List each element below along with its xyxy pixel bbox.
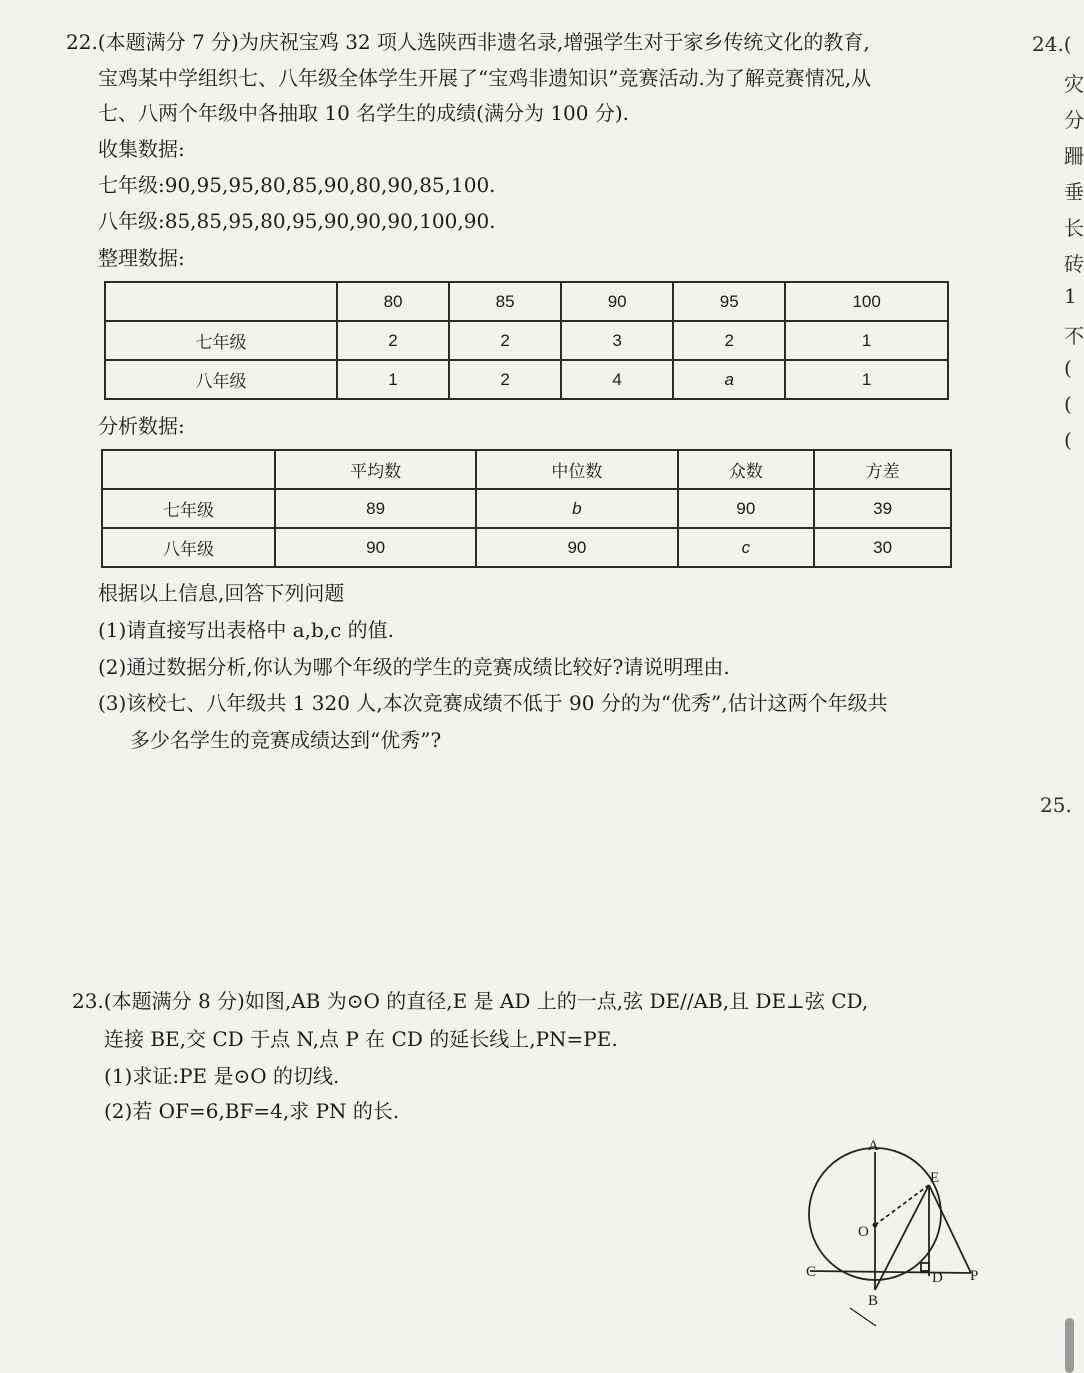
- answer-intro: 根据以上信息,回答下列问题: [98, 581, 345, 605]
- table-cell: 3: [561, 321, 673, 360]
- q24-number: 24.(: [1032, 32, 1072, 56]
- table-header-cell: 平均数: [275, 450, 476, 489]
- table-cell: b: [476, 489, 677, 528]
- q22-part-1: (1)请直接写出表格中 a,b,c 的值.: [98, 618, 395, 642]
- table-header-cell: 95: [673, 282, 785, 321]
- q25-number: 25.: [1040, 793, 1072, 817]
- edge-fragment: (: [1064, 428, 1072, 452]
- frequency-table: [104, 281, 949, 400]
- collect-data-heading: 收集数据:: [98, 137, 185, 161]
- table-header-cell: 85: [449, 282, 561, 321]
- segment-oe: [875, 1185, 929, 1225]
- table-header-cell: [102, 450, 275, 489]
- table-header-cell: 90: [561, 282, 673, 321]
- table-header-cell: 100: [785, 282, 948, 321]
- table-row: [102, 528, 951, 567]
- table-header-cell: [105, 282, 337, 321]
- table-cell: 89: [275, 489, 476, 528]
- table-cell: 90: [476, 528, 677, 567]
- table-cell: 2: [673, 321, 785, 360]
- table-cell: 90: [678, 489, 815, 528]
- table-cell: 90: [275, 528, 476, 567]
- table-cell: 4: [561, 360, 673, 399]
- q22-part-2: (2)通过数据分析,你认为哪个年级的学生的竞赛成绩比较好?请说明理由.: [98, 655, 730, 679]
- table-cell: 1: [785, 360, 948, 399]
- chord-cd: [810, 1271, 971, 1273]
- label-c: C: [806, 1264, 817, 1280]
- table-cell: 1: [785, 321, 948, 360]
- label-b: B: [868, 1293, 879, 1309]
- q22-part-3: (3)该校七、八年级共 1 320 人,本次竞赛成绩不低于 90 分的为“优秀”,估计这两个年级共: [98, 691, 888, 715]
- q23-part-2: (2)若 OF=6,BF=4,求 PN 的长.: [104, 1099, 400, 1123]
- table-header-cell: 中位数: [476, 450, 677, 489]
- q22-line-2: 宝鸡某中学组织七、八年级全体学生开展了“宝鸡非遗知识”竞赛活动.为了解竞赛情况,从: [98, 66, 872, 90]
- table-header-cell: 众数: [678, 450, 815, 489]
- circle-geometry-figure: [790, 1130, 1000, 1330]
- edge-fragment: 1: [1064, 284, 1077, 308]
- grade8-scores: 八年级:85,85,95,80,95,90,90,90,100,90.: [98, 209, 496, 233]
- table-header-cell: 80: [337, 282, 449, 321]
- organize-data-heading: 整理数据:: [98, 246, 185, 270]
- table-cell: 2: [337, 321, 449, 360]
- edge-fragment: 砖: [1064, 252, 1084, 276]
- table-row: [105, 360, 948, 399]
- row-label: 八年级: [105, 360, 337, 399]
- statistics-table: [101, 449, 952, 568]
- edge-fragment: 分: [1064, 108, 1084, 132]
- label-d: D: [932, 1270, 943, 1286]
- scrollbar-thumb[interactable]: [1065, 1318, 1074, 1373]
- table-cell: 2: [449, 321, 561, 360]
- row-label: 七年级: [105, 321, 337, 360]
- edge-fragment: 跚: [1064, 144, 1084, 168]
- edge-fragment: 不: [1064, 324, 1084, 348]
- edge-fragment: 垂: [1064, 180, 1084, 204]
- table-header-cell: 方差: [814, 450, 951, 489]
- table-cell: c: [678, 528, 815, 567]
- table-cell: 2: [449, 360, 561, 399]
- grade7-scores: 七年级:90,95,95,80,85,90,80,90,85,100.: [98, 173, 496, 197]
- q23-line-2: 连接 BE,交 CD 于点 N,点 P 在 CD 的延长线上,PN=PE.: [104, 1027, 618, 1051]
- edge-fragment: 长: [1064, 216, 1084, 240]
- label-e: E: [930, 1170, 940, 1186]
- analyze-data-heading: 分析数据:: [98, 414, 185, 438]
- table-cell: 39: [814, 489, 951, 528]
- q22-part-3-continued: 多少名学生的竞赛成绩达到“优秀”?: [130, 728, 442, 752]
- table-cell: 30: [814, 528, 951, 567]
- row-label: 八年级: [102, 528, 275, 567]
- label-o: O: [858, 1224, 869, 1240]
- q22-line-1: 22.(本题满分 7 分)为庆祝宝鸡 32 项人选陕西非遗名录,增强学生对于家乡传统文化的教育,: [66, 30, 870, 54]
- label-p: P: [970, 1268, 979, 1284]
- q22-line-3: 七、八两个年级中各抽取 10 名学生的成绩(满分为 100 分).: [98, 101, 630, 125]
- table-row: [102, 489, 951, 528]
- edge-fragment: 灾: [1064, 72, 1084, 96]
- table-cell: a: [673, 360, 785, 399]
- tangent-pe: [929, 1185, 971, 1273]
- q23-part-1: (1)求证:PE 是⊙O 的切线.: [104, 1064, 340, 1088]
- row-label: 七年级: [102, 489, 275, 528]
- edge-fragment: (: [1064, 392, 1072, 416]
- q23-line-1: 23.(本题满分 8 分)如图,AB 为⊙O 的直径,E 是 AD 上的一点,弦 DE//AB,且 DE⊥弦 CD,: [72, 989, 869, 1013]
- right-angle-mark: [921, 1263, 929, 1271]
- edge-fragment: (: [1064, 356, 1072, 380]
- table-row: [105, 321, 948, 360]
- table-cell: 1: [337, 360, 449, 399]
- label-a: A: [868, 1138, 879, 1154]
